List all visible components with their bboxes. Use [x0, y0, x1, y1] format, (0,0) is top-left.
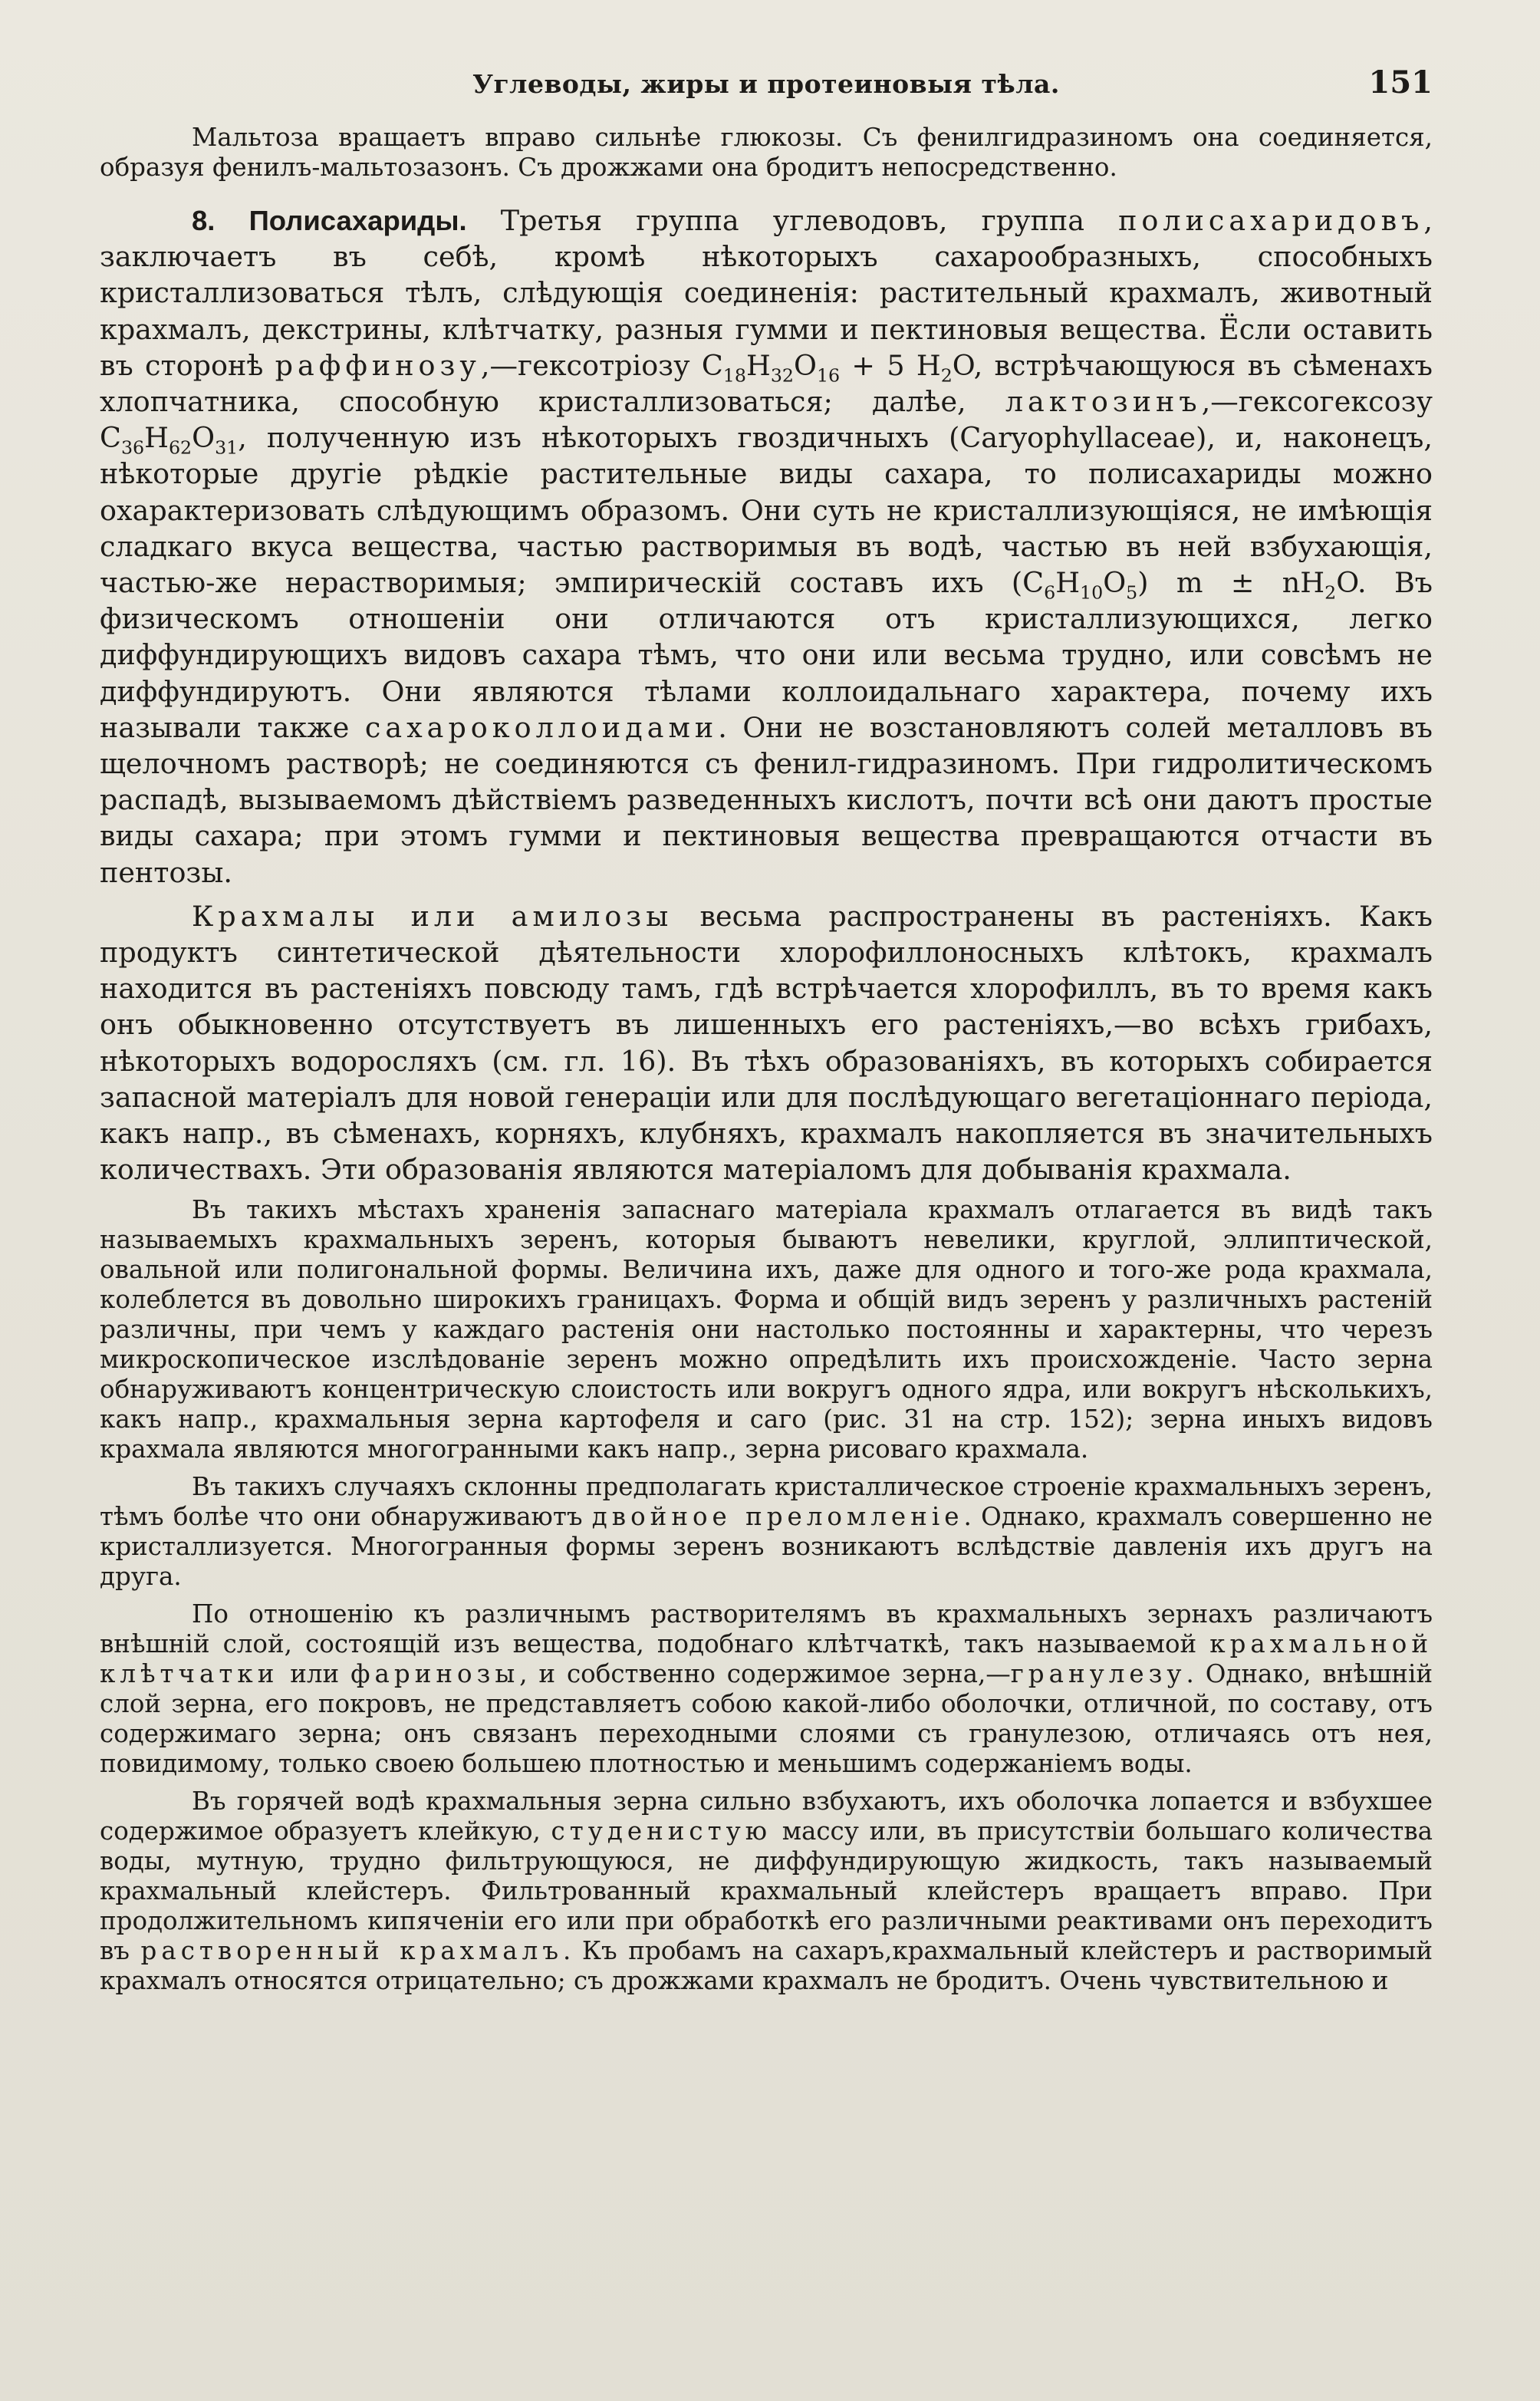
text-run: , встрѣчающуюся въ сѣменахъ хлопчатника, способную кристаллизоваться; далѣе,: [100, 348, 1433, 419]
section-number: 8.: [192, 205, 216, 236]
text-run: массу или, въ присутствіи большаго количества воды, мутную, трудно фильтрующуюся, не диффундирующую жидкость, такъ называемый крахмальный клейстеръ. Фильтрованный крахмальный клейстеръ вращаетъ вправо. При продолжительномъ кипяченіи его или при обработкѣ его различными реактивами онъ переходитъ въ: [100, 1816, 1433, 1966]
paragraph-crystal: [100, 1472, 1433, 1592]
formula-empirical: $(C_6H_{10}O_5) m \pm nH_2O$: [1011, 566, 1358, 604]
text-run: . Однако, внѣшній слой зерна, его покровъ, не представляетъ собою какой-либо оболочки, отличной, по составу, отъ содержимаго зерна; онъ связанъ переходными слоями съ гранулезою, отличаясь отъ нея, повидимому, только своею большею плотностью и меньшимъ содержаніемъ воды.: [100, 1659, 1433, 1779]
text-run: . Однако, крахмалъ совершенно не кристаллизуется. Многогранныя формы зеренъ возникаютъ вслѣдствіе давленія ихъ другъ на друга.: [100, 1502, 1433, 1592]
text-run: ,—гексотріозу: [480, 348, 702, 382]
emphasis-term: полисахаридовъ: [1118, 204, 1424, 237]
emphasis-term: сахароколлоидами: [364, 710, 719, 744]
page-number: 151: [1368, 64, 1433, 100]
emphasis-term: фаринозы: [350, 1659, 520, 1689]
page-header: [100, 64, 1433, 123]
text-run: , и собственно содержимое зерна,—: [519, 1659, 1011, 1689]
paragraph-maltose: Мальтоза вращаетъ вправо сильнѣе глюкозы. Съ фенилгидразиномъ она соединяется, образуя фенилъ-мальтозазонъ. Съ дрожжами она бродитъ непосредственно.: [100, 123, 1433, 182]
paragraph-starch: [100, 898, 1433, 1188]
formula-lactosin: $C_{36}H_{62}O_{31}$: [100, 421, 239, 459]
formula-raffinose: $C_{18}H_{32}O_{16} + 5$ $H_2O$: [701, 348, 974, 387]
text-run: весьма распространены въ растеніяхъ. Какъ продуктъ синтетической дѣятельности хлорофиллоносныхъ клѣтокъ, крахмалъ находится въ растеніяхъ повсюду тамъ, гдѣ встрѣчается хлорофиллъ, въ то время какъ онъ обыкновенно отсутствуетъ въ лишенныхъ его растеніяхъ,—во всѣхъ грибахъ, нѣкоторыхъ водоросляхъ (см. гл. 16). Въ тѣхъ образованіяхъ, въ которыхъ собирается запасной матеріалъ для новой генераціи или для послѣдующаго вегетаціоннаго періода, какъ напр., въ сѣменахъ, корняхъ, клубняхъ, крахмалъ накопляется въ значительныхъ количествахъ. Эти образованія являются матеріаломъ для добыванія крахмала.: [100, 899, 1433, 1187]
emphasis-term: раффинозу: [275, 348, 481, 382]
emphasis-term: двойное преломленіе: [591, 1502, 964, 1532]
emphasis-term: Крахмалы или амилозы: [192, 899, 673, 933]
text-run: Третья группа углеводовъ, группа: [466, 204, 1119, 237]
emphasis-term: крахмальной клѣтчатки: [100, 1629, 1433, 1689]
text-run: . Въ физическомъ отношеніи они отличаются отъ кристаллизующихся, легко диффундирующихъ видовъ сахара тѣмъ, что они или весьма трудно, или совсѣмъ не диффундируютъ. Они являются тѣлами коллоидальнаго характера, почему ихъ называли также: [100, 566, 1433, 744]
text-run: , заключаетъ въ себѣ, кромѣ нѣкоторыхъ сахарообразныхъ, способныхъ кристаллизоваться тѣлъ, слѣдующія соединенія: растительный крахмалъ, животный крахмалъ, декстрины, клѣтчатку, разныя гумми и пектиновыя вещества. Ёсли оставить въ сторонѣ: [100, 204, 1433, 382]
text-run: . Они не возстановляютъ солей металловъ въ щелочномъ растворѣ; не соединяются съ фенил-гидразиномъ. При гидролитическомъ распадѣ, вызываемомъ дѣйствіемъ разведенныхъ кислотъ, почти всѣ они даютъ простые виды сахара; при этомъ гумми и пектиновыя вещества превращаются отчасти въ пентозы.: [100, 710, 1433, 889]
paragraph-solvents: [100, 1599, 1433, 1779]
text-run: , полученную изъ нѣкоторыхъ гвоздичныхъ (Caryophyllaceae), и, наконецъ, нѣкоторые другіе рѣдкіе растительные виды сахара, то полисахариды можно охарактеризовать слѣдующимъ образомъ. Они суть не кристаллизующіяся, не имѣющія сладкаго вкуса вещества, частью растворимыя въ водѣ, частью въ ней взбухающія, частью-же нерастворимыя; эмпирическій составъ ихъ: [100, 421, 1433, 600]
emphasis-term: студенистую: [551, 1816, 772, 1846]
section-title: Полисахариды.: [248, 205, 467, 236]
paragraph-starch-grains: Въ такихъ мѣстахъ храненія запаснаго матеріала крахмалъ отлагается въ видѣ такъ называемыхъ крахмальныхъ зеренъ, которыя бываютъ невелики, круглой, эллиптической, овальной или полигональной формы. Величина ихъ, даже для одного и того-же рода крахмала, колеблется въ довольно широкихъ границахъ. Форма и общій видъ зеренъ у различныхъ растеній различны, при чемъ у каждаго растенія они настолько постоянны и характерны, что черезъ микроскопическое изслѣдованіе зеренъ можно опредѣлить ихъ происхожденіе. Часто зерна обнаруживаютъ концентрическую слоистость или вокругъ одного ядра, или вокругъ нѣсколькихъ, какъ напр., крахмальныя зерна картофеля и саго (рис. 31 на стр. 152); зерна иныхъ видовъ крахмала являются многогранными какъ напр., зерна рисоваго крахмала.: [100, 1195, 1433, 1464]
emphasis-term: лактозинъ: [1005, 385, 1202, 419]
text-run: По отношенію къ различнымъ растворителямъ въ крахмальныхъ зернахъ различаютъ внѣшній слой, состоящій изъ вещества, подобнаго клѣтчаткѣ, такъ называемой: [100, 1599, 1433, 1659]
emphasis-term: растворенный крахмалъ: [140, 1936, 563, 1966]
section-polysaccharides: [100, 203, 1433, 891]
emphasis-term: гранулезу: [1010, 1659, 1186, 1689]
paragraph-hot-water: [100, 1787, 1433, 1996]
running-title: Углеводы, жиры и протеиновыя тѣла.: [472, 69, 1060, 99]
text-run: ,—гексогексозу: [1201, 385, 1433, 419]
text-run: Въ горячей водѣ крахмальныя зерна сильно взбухаютъ, ихъ оболочка лопается и взбухшее содержимое образуетъ клейкую,: [100, 1787, 1433, 1846]
text-run: . Къ пробамъ на сахаръ,крахмальный клейстеръ и растворимый крахмалъ относятся отрицательно; съ дрожжами крахмалъ не бродитъ. Очень чувствительною и: [100, 1936, 1433, 1996]
text-run: или: [278, 1659, 351, 1689]
text-run: Въ такихъ случаяхъ склонны предполагать кристаллическое строеніе крахмальныхъ зеренъ, тѣмъ болѣе что они обнаруживаютъ: [100, 1472, 1433, 1532]
